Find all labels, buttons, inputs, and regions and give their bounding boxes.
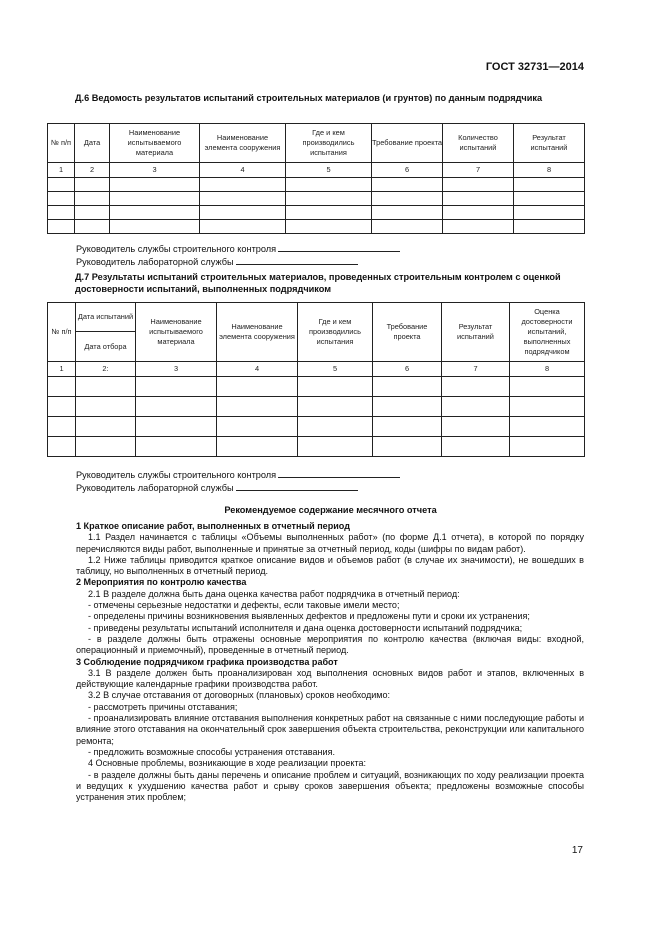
d7-signature-control-label: Руководитель службы строительного контроля [76, 470, 277, 480]
section-heading: 2 Мероприятия по контролю качества [76, 577, 247, 588]
d7-col-result: Результат испытаний [442, 303, 510, 362]
d6-col-material: Наименование испытываемого материала [110, 124, 200, 163]
d7-num-8: 8 [510, 362, 585, 377]
d6-number-row [48, 163, 585, 178]
d6-num-6: 6 [372, 163, 443, 178]
standard-number: ГОСТ 32731—2014 [485, 61, 584, 73]
d7-signature-lab [76, 481, 358, 493]
signature-line [278, 468, 400, 478]
d7-num-7: 7 [442, 362, 510, 377]
d6-header-row [48, 124, 585, 163]
d6-col-date: Дата [75, 124, 110, 163]
d7-col-evaluation: Оценка достоверности испытаний, выполненных подрядчиком [510, 303, 585, 362]
d7-col-material: Наименование испытываемого материала [136, 303, 217, 362]
signature-line [278, 242, 400, 252]
signature-line [236, 481, 358, 491]
signature-line [236, 255, 358, 265]
d7-col-requirement: Требование проекта [373, 303, 442, 362]
paragraph: 1.2 Ниже таблицы приводится краткое описание видов и объемов работ (в случае их значимости), не вошедших в таблицу, но выполненных в отчетный период. [76, 554, 584, 577]
paragraph: - в разделе должны быть отражены основные мероприятия по контролю качества (включая виды: входной, операционный и приемочный), проведенные в отчетный период. [76, 633, 584, 656]
table-row [48, 220, 585, 234]
d7-signature-control [76, 468, 400, 480]
body-text [76, 521, 584, 803]
d6-num-4: 4 [200, 163, 286, 178]
paragraph: 4 Основные проблемы, возникающие в ходе реализации проекта: [88, 758, 367, 769]
d6-num-3: 3 [110, 163, 200, 178]
d6-col-element: Наименование элемента сооружения [200, 124, 286, 163]
d6-signature-lab-label: Руководитель лабораторной службы [76, 257, 234, 267]
paragraph: - в разделе должны быть даны перечень и описание проблем и ситуаций, возникающих по ходу реализации проекта и ведущих к ухудшению качества работ и срыву сроков завершения объекта; предложены возможные способы устранения этих проблем; [76, 769, 584, 803]
table-row [48, 178, 585, 192]
d7-col-date-sample: Дата отбора [76, 332, 136, 362]
d7-col-where: Где и кем производились испытания [298, 303, 373, 362]
paragraph: - определены причины возникновения выявленных дефектов и предложены пути и сроки их устранения; [88, 611, 530, 622]
paragraph: 1.1 Раздел начинается с таблицы «Объемы выполненных работ» (по форме Д.1 отчета), в которой по порядку перечисляются виды работ, выполненные и принятые за отчетный период, коды (шифры по видам работ). [76, 532, 584, 554]
section-heading: 1 Краткое описание работ, выполненных в отчетный период [76, 521, 350, 531]
d6-num-1: 1 [48, 163, 75, 178]
d7-num-3: 3 [136, 362, 217, 377]
d7-col-date-test: Дата испытаний [76, 303, 136, 332]
paragraph: - отмечены серьезные недостатки и дефекты, если таковые имели место; [88, 600, 400, 611]
d6-num-5: 5 [286, 163, 372, 178]
d7-num-1: 1 [48, 362, 76, 377]
d6-col-result: Результат испытаний [514, 124, 585, 163]
table-row [48, 192, 585, 206]
table-row [48, 417, 585, 437]
paragraph: 2.1 В разделе должна быть дана оценка качества работ подрядчика в отчетный период: [88, 588, 460, 599]
table-row [48, 377, 585, 397]
d6-signature-control [76, 242, 400, 254]
d6-col-requirement: Требование проекта [372, 124, 443, 163]
d7-table [47, 302, 585, 457]
paragraph: - предложить возможные способы устранения отставания. [88, 746, 335, 757]
d6-title: Д.6 Ведомость результатов испытаний строительных материалов (и грунтов) по данным подрядчика [75, 93, 543, 103]
table-row [48, 437, 585, 457]
d7-col-element: Наименование элемента сооружения [217, 303, 298, 362]
paragraph: 3.1 В разделе должен быть проанализирован ход выполнения основных видов работ и этапов, включенных в действующие календарные графики производства работ. [76, 667, 584, 690]
d6-signature-lab [76, 255, 358, 267]
d7-title: Д.7 Результаты испытаний строительных материалов, проведенных строительным контролем с оценкой достоверности испытаний, выполненных подрядчиком [75, 272, 561, 294]
paragraph: - рассмотреть причины отставания; [88, 701, 238, 712]
d7-num-4: 4 [217, 362, 298, 377]
d6-num-7: 7 [443, 163, 514, 178]
d6-col-where: Где и кем производились испытания [286, 124, 372, 163]
d7-num-2: 2: [76, 362, 136, 377]
paragraph: - приведены результаты испытаний исполнителя и дана оценка достоверности испытаний подрядчика; [88, 622, 523, 633]
d7-num-5: 5 [298, 362, 373, 377]
section-heading: Рекомендуемое содержание месячного отчета [224, 505, 437, 515]
page-number: 17 [571, 845, 583, 856]
paragraph: - проанализировать влияние отставания выполнения конкретных работ на связанные с ними последующие работы и влияние этого отставания на окончательный срок завершения объекта строительства, реконструкции или капитального ремонта; [76, 713, 584, 746]
d7-col-num: № п/п [48, 303, 76, 362]
d6-col-count: Количество испытаний [443, 124, 514, 163]
d6-table [47, 123, 585, 234]
d7-number-row [48, 362, 585, 377]
d7-num-6: 6 [373, 362, 442, 377]
paragraph: 3.2 В случае отставания от договорных (плановых) сроков необходимо: [88, 690, 391, 701]
table-row [48, 206, 585, 220]
d6-col-num: № п/п [48, 124, 75, 163]
d7-header-row-1 [48, 303, 585, 332]
d7-signature-lab-label: Руководитель лабораторной службы [76, 483, 234, 493]
d6-num-8: 8 [514, 163, 585, 178]
d6-signature-control-label: Руководитель службы строительного контроля [76, 244, 277, 254]
d6-num-2: 2 [75, 163, 110, 178]
table-row [48, 397, 585, 417]
section-heading: 3 Соблюдение подрядчиком графика производства работ [76, 656, 338, 667]
